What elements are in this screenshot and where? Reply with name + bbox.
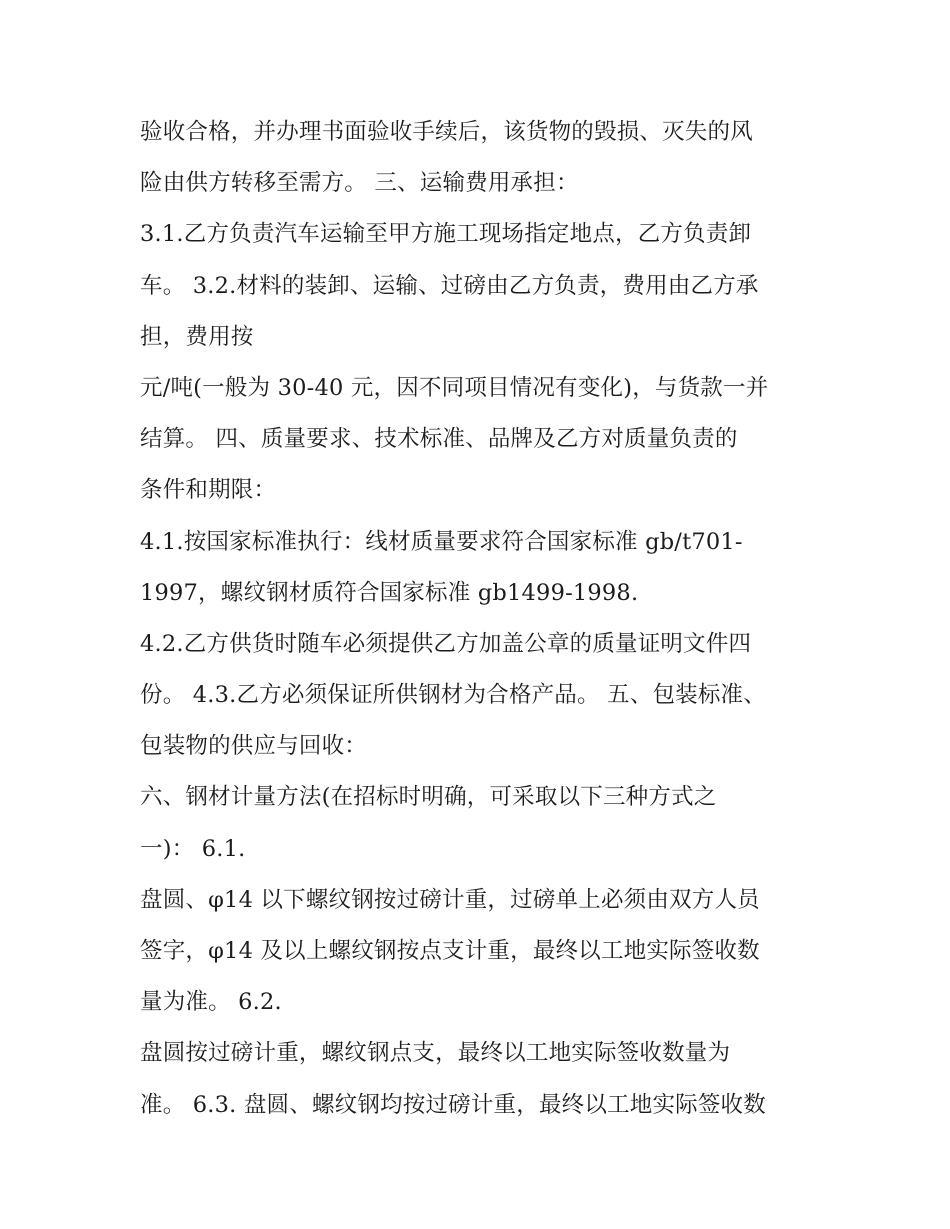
text-line: 准。 6.3. 盘圆、螺纹钢均按过磅计重，最终以工地实际签收数	[140, 1091, 766, 1118]
text-line: 4.1.按国家标准执行：线材质量要求符合国家标准 gb/t701-	[140, 528, 743, 555]
text-line: 盘圆按过磅计重，螺纹钢点支，最终以工地实际签收数量为	[140, 1040, 731, 1067]
text-line: 份。 4.3.乙方必须保证所供钢材为合格产品。 五、包装标准、	[140, 682, 766, 709]
text-line: 包装物的供应与回收：	[140, 733, 368, 760]
text-line: 车。 3.2.材料的装卸、运输、过磅由乙方负责，费用由乙方承	[140, 272, 759, 299]
text-line: 险由供方转移至需方。 三、运输费用承担：	[140, 170, 579, 197]
text-line: 量为准。 6.2.	[140, 989, 282, 1016]
text-line: 4.2.乙方供货时随车必须提供乙方加盖公章的质量证明文件四	[140, 630, 752, 657]
text-line: 条件和期限：	[140, 477, 277, 504]
text-line: 六、钢材计量方法(在招标时明确，可采取以下三种方式之	[140, 784, 717, 811]
text-line: 1997，螺纹钢材质符合国家标准 gb1499-1998.	[140, 579, 639, 606]
text-line: 验收合格，并办理书面验收手续后，该货物的毁损、灭失的风	[140, 119, 753, 145]
text-line: 担，费用按	[140, 323, 254, 350]
text-line: 盘圆、φ14 以下螺纹钢按过磅计重，过磅单上必须由双方人员	[140, 886, 760, 913]
text-line: 签字，φ14 及以上螺纹钢按点支计重，最终以工地实际签收数	[140, 938, 760, 964]
document-body	[140, 107, 830, 1131]
text-line: 一)： 6.1.	[140, 835, 246, 862]
text-line: 结算。 四、质量要求、技术标准、品牌及乙方对质量负责的	[140, 426, 738, 453]
text-line: 元/吨(一般为 30-40 元，因不同项目情况有变化)，与货款一并	[140, 374, 769, 401]
text-line: 3.1.乙方负责汽车运输至甲方施工现场指定地点，乙方负责卸	[140, 221, 752, 248]
